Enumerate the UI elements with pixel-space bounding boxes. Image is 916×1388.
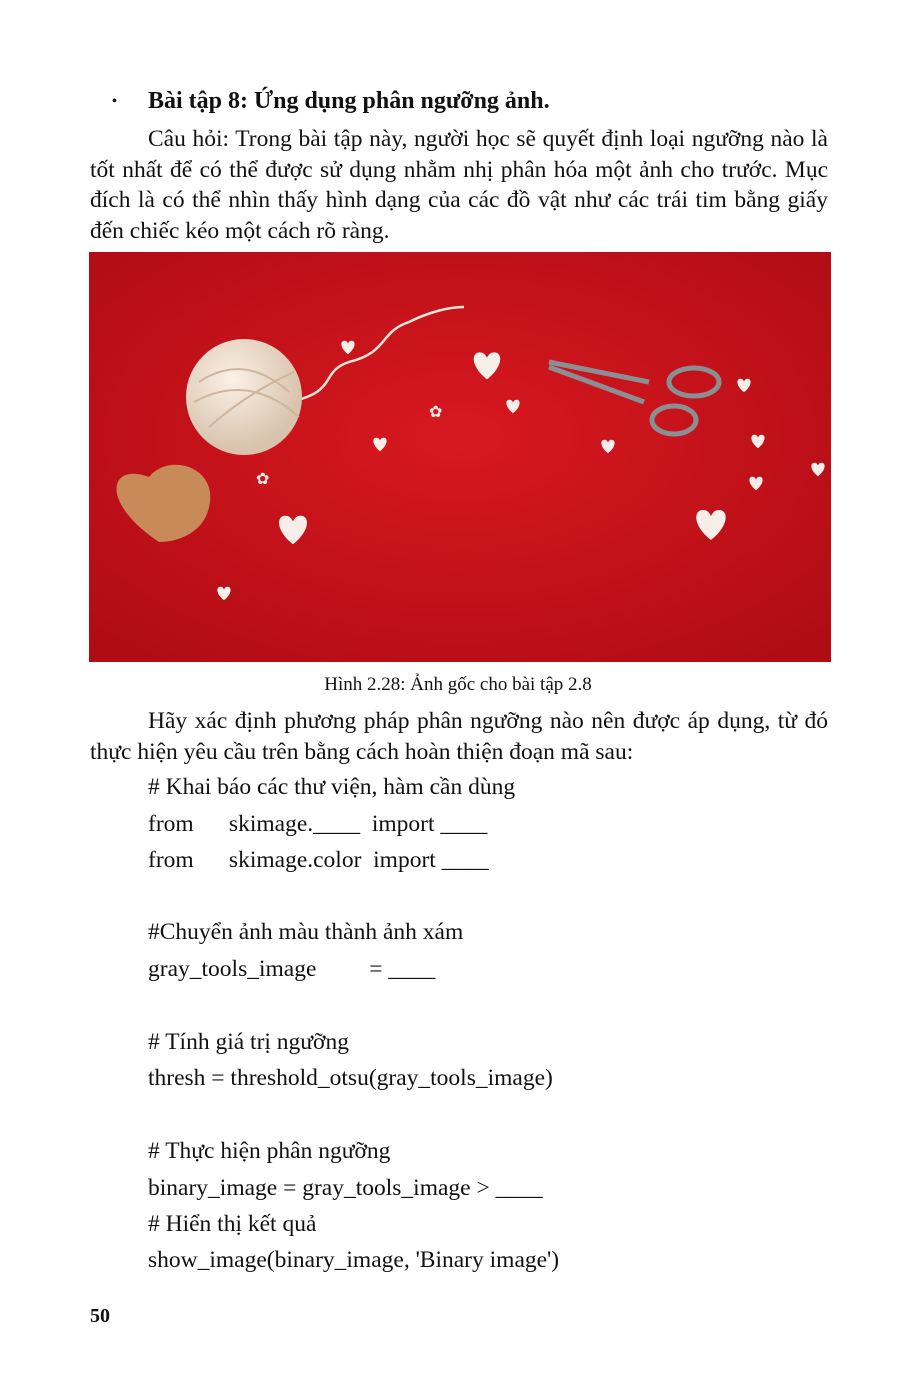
exercise-title: Bài tập 8: Ứng dụng phân ngưỡng ảnh. xyxy=(148,88,550,114)
code-line: # Thực hiện phân ngưỡng xyxy=(148,1138,391,1164)
exercise-heading xyxy=(112,88,550,115)
bullet: • xyxy=(112,94,117,110)
svg-text:✿: ✿ xyxy=(256,471,270,488)
code-line: # Khai báo các thư viện, hàm cần dùng xyxy=(148,774,516,800)
svg-text:✿: ✿ xyxy=(429,404,443,421)
code-line: from skimage.____ import ____ xyxy=(148,811,488,837)
intro-paragraph xyxy=(90,124,828,246)
intro-text: Câu hỏi: Trong bài tập này, người học sẽ quyết định loại ngưỡng nào là tốt nhất để có thể được sử dụng nhằm nhị phân hóa một ảnh cho trước. Mục đích là có thể nhìn thấy hình dạng của các đồ vật như các trái tim bằng giấy đến chiếc kéo một cách rõ ràng. xyxy=(90,126,828,244)
code-line: # Tính giá trị ngưỡng xyxy=(148,1029,349,1055)
figure-caption: Hình 2.28: Ảnh gốc cho bài tập 2.8 xyxy=(324,674,592,695)
code-line: from skimage.color import ____ xyxy=(148,847,489,873)
code-line: binary_image = gray_tools_image > ____ xyxy=(148,1175,543,1201)
code-line: thresh = threshold_otsu(gray_tools_image) xyxy=(148,1065,553,1091)
code-line: #Chuyển ảnh màu thành ảnh xám xyxy=(148,919,464,945)
code-line: # Hiển thị kết quả xyxy=(148,1211,317,1237)
instruction-paragraph xyxy=(90,706,828,767)
code-line: gray_tools_image = ____ xyxy=(148,956,436,982)
page-number: 50 xyxy=(90,1305,110,1327)
instruction-text: Hãy xác định phương pháp phân ngưỡng nào nên được áp dụng, từ đó thực hiện yêu cầu trên bằng cách hoàn thiện đoạn mã sau: xyxy=(90,708,828,765)
code-line: show_image(binary_image, 'Binary image') xyxy=(148,1247,560,1273)
figure-image xyxy=(89,252,831,662)
